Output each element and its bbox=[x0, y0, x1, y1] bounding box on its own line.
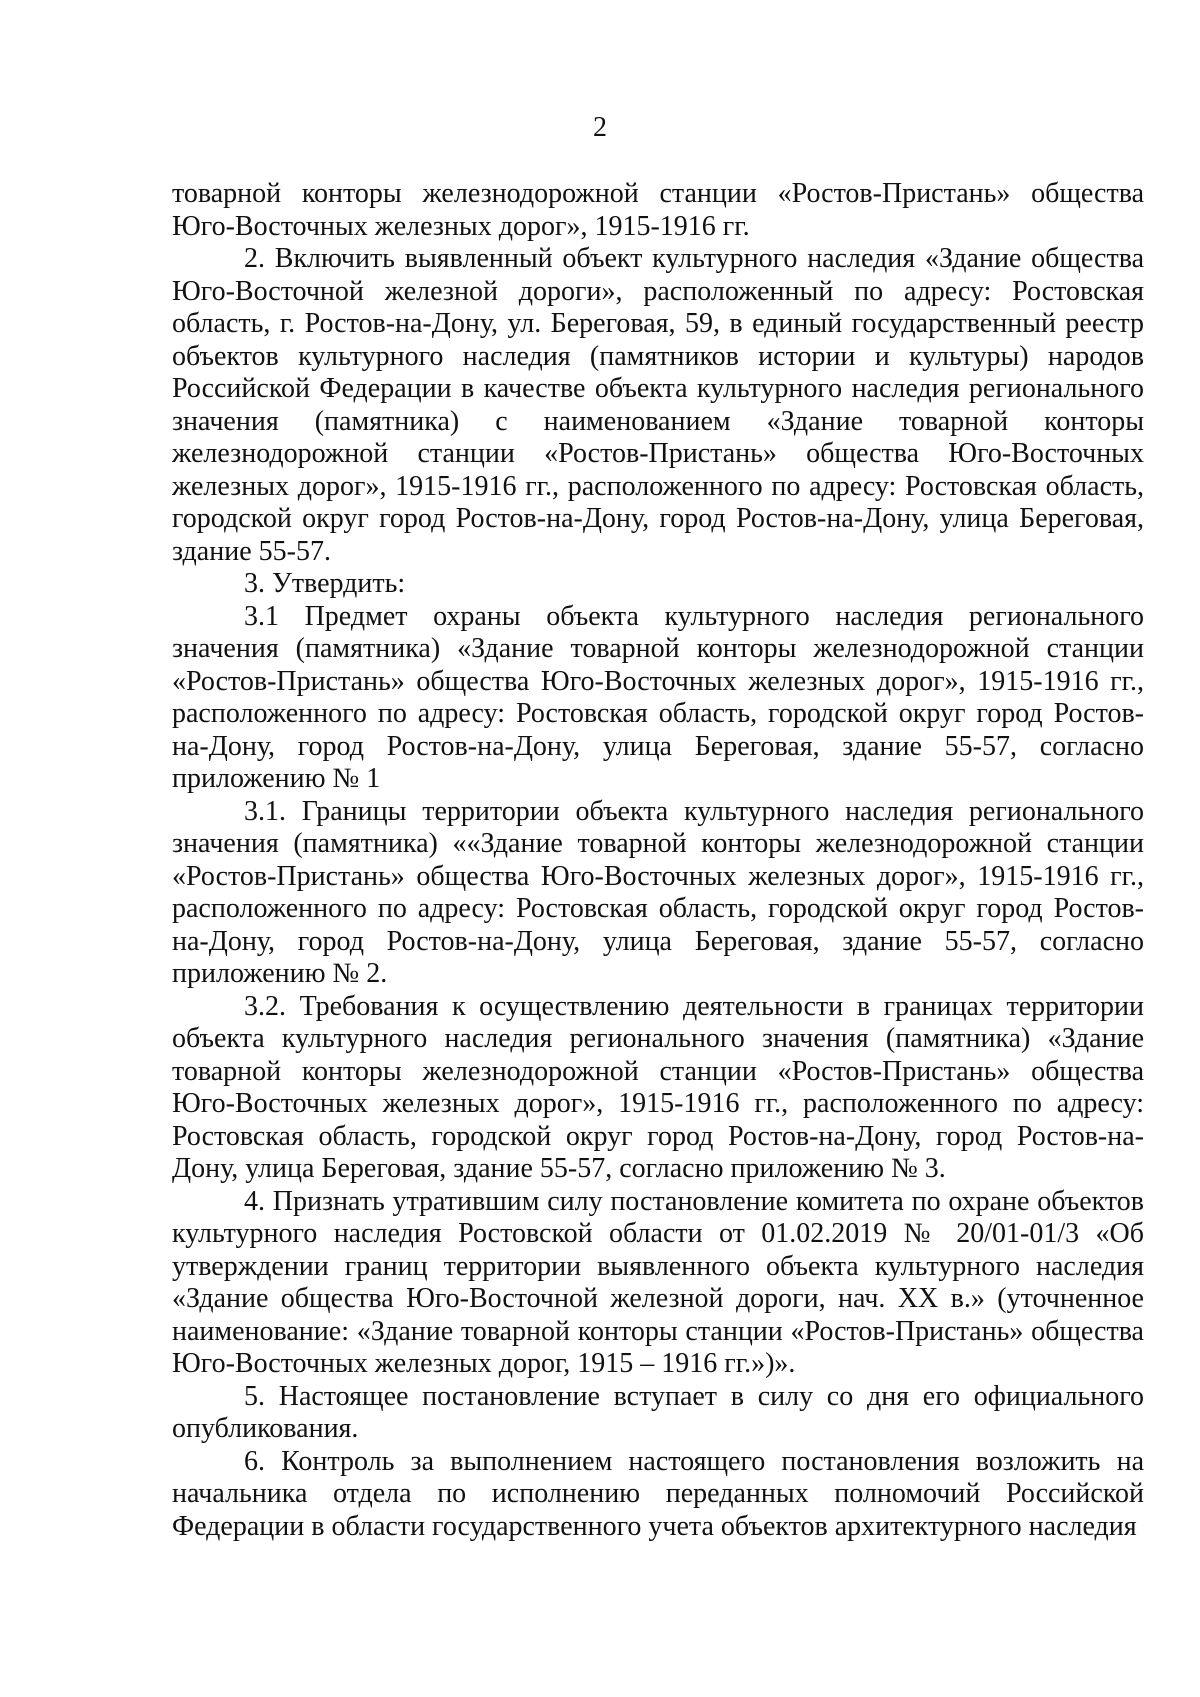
paragraph-item-3-1-boundaries: 3.1. Границы территории объекта культурного наследия регионального значения (памятника) ««Здание товарной конторы железнодорожной станции «Ростов-Пристань» общества Юго-Восточных железных дорог», 1915-1916 гг., расположенного по адресу: Ростовская область, городской округ город Ростов-на-Дону, город Ростов-на-Дону, улица Береговая, здание 55-57, согласно приложению № 2. bbox=[172, 795, 1144, 989]
paragraph-item-5: 5. Настоящее постановление вступает в силу со дня его официального опубликования. bbox=[172, 1380, 1144, 1444]
paragraph-item-3: 3. Утвердить: bbox=[244, 568, 406, 599]
page-number: 2 bbox=[593, 112, 607, 143]
paragraph-item-3-1-subject: 3.1 Предмет охраны объекта культурного наследия регионального значения (памятника) «Здание товарной конторы железнодорожной станции «Ростов-Пристань» общества Юго-Восточных железных дорог», 1915-1916 гг., расположенного по адресу: Ростовская область, городской округ город Ростов-на-Дону, город Ростов-на-Дону, улица Береговая, здание 55-57, согласно приложению № 1 bbox=[172, 600, 1144, 794]
paragraph-item-4: 4. Признать утратившим силу постановление комитета по охране объектов культурного наследия Ростовской области от 01.02.2019 № 20/01-01/3 «Об утверждении границ территории выявленного объекта культурного наследия «Здание общества Юго-Восточной железной дороги, нач. XX в.» (уточненное наименование: «Здание товарной конторы станции «Ростов-Пристань» общества Юго-Восточных железных дорог, 1915 – 1916 гг.»)». bbox=[172, 1185, 1144, 1379]
paragraph-item-6: 6. Контроль за выполнением настоящего постановления возложить на начальника отдела по исполнению переданных полномочий Российской Федерации в области государственного учета объектов архитектурного наследия bbox=[172, 1445, 1144, 1542]
document-body bbox=[172, 178, 1144, 1543]
paragraph-continuation: товарной конторы железнодорожной станции «Ростов-Пристань» общества Юго-Восточных железных дорог», 1915-1916 гг. bbox=[172, 178, 1144, 242]
paragraph-item-3-2: 3.2. Требования к осуществлению деятельности в границах территории объекта культурного наследия регионального значения (памятника) «Здание товарной конторы железнодорожной станции «Ростов-Пристань» общества Юго-Восточных железных дорог», 1915-1916 гг., расположенного по адресу: Ростовская область, городской округ город Ростов-на-Дону, город Ростов-на-Дону, улица Береговая, здание 55-57, согласно приложению № 3. bbox=[172, 990, 1144, 1184]
paragraph-item-2: 2. Включить выявленный объект культурного наследия «Здание общества Юго-Восточной железной дороги», расположенный по адресу: Ростовская область, г. Ростов-на-Дону, ул. Береговая, 59, в единый государственный реестр объектов культурного наследия (памятников истории и культуры) народов Российской Федерации в качестве объекта культурного наследия регионального значения (памятника) с наименованием «Здание товарной конторы железнодорожной станции «Ростов-Пристань» общества Юго-Восточных железных дорог», 1915-1916 гг., расположенного по адресу: Ростовская область, городской округ город Ростов-на-Дону, город Ростов-на-Дону, улица Береговая, здание 55-57. bbox=[172, 243, 1144, 567]
